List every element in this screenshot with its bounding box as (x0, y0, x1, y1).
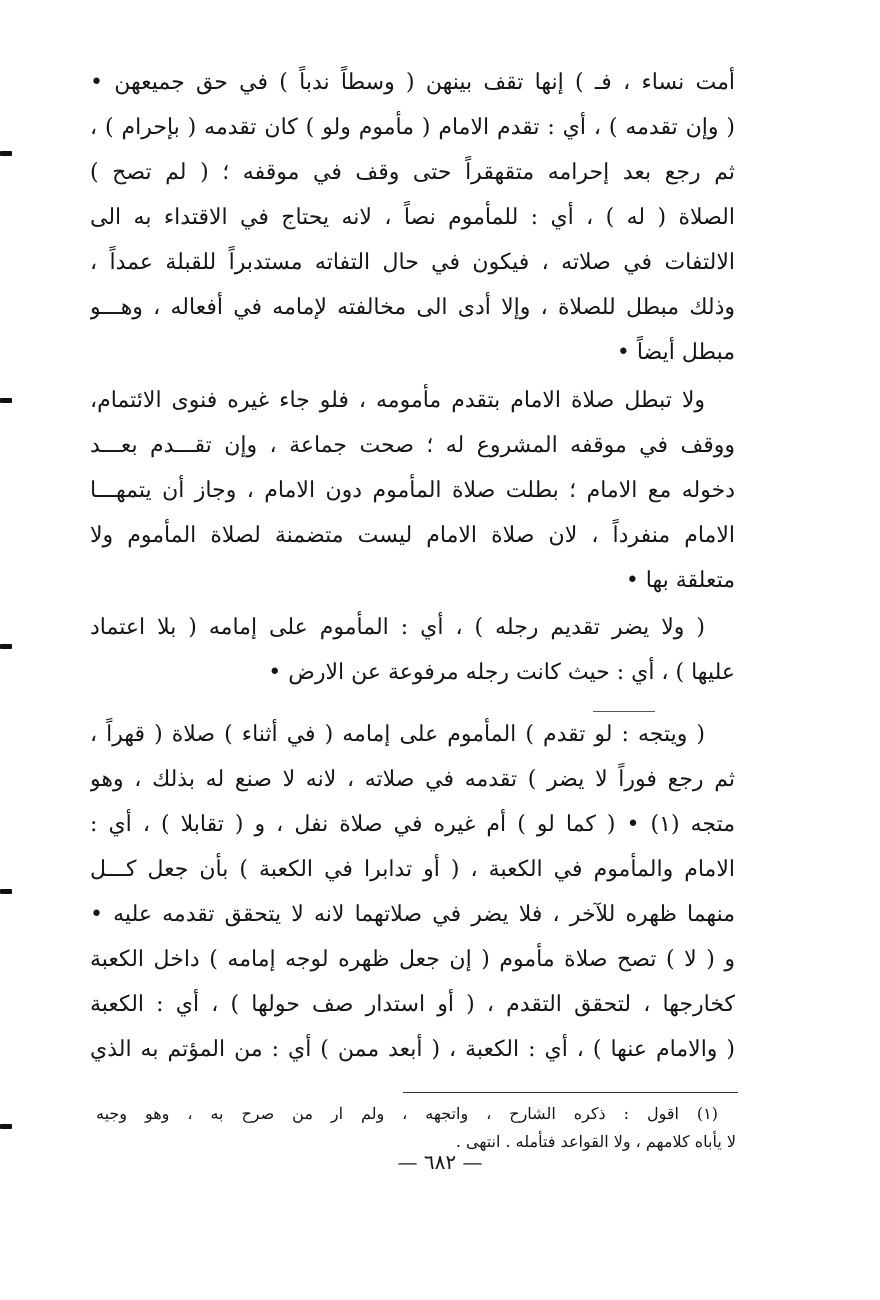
page-number: — ٦٨٢ — (397, 1150, 483, 1174)
text-line: ثم رجع بعد إحرامه متقهقراً حتى وقف في موقفه ؛ ( لم تصح ) (90, 160, 735, 185)
text-line: و ( لا ) تصح صلاة مأموم ( إن جعل ظهره لوجه إمامه ) داخل الكعبة (90, 947, 735, 972)
text-line: ( ولا يضر تقديم رجله ) ، أي : المأموم على إمامه ( بلا اعتماد (90, 615, 705, 640)
paragraph-2 (90, 378, 735, 603)
text-line: متجه (١) • ( كما لو ) أم غيره في صلاة نفل ، و ( تقابلا ) ، أي : (90, 812, 735, 837)
binding-mark (0, 644, 12, 649)
text-line: ( وإن تقدمه ) ، أي : تقدم الامام ( مأموم ولو ) كان تقدمه ( بإحرام ) ، (90, 115, 735, 140)
text-line: ووقف في موقفه المشروع له ؛ صحت جماعة ، وإن تقـــدم بعـــد (90, 433, 735, 458)
text-line: كخارجها ، لتحقق التقدم ، ( أو استدار صف حولها ) ، أي : الكعبة (90, 992, 735, 1017)
binding-mark (0, 889, 12, 894)
text-line: ولا تبطل صلاة الامام بتقدم مأمومه ، فلو جاء غيره فنوى الائتمام، (90, 388, 705, 413)
paragraph-3 (90, 605, 735, 695)
text-line: وذلك مبطل للصلاة ، وإلا أدى الى مخالفته لإمامه في أفعاله ، وهـــو (90, 295, 735, 320)
text-line: ثم رجع فوراً لا يضر ) تقدمه في صلاته ، لانه لا صنع له بذلك ، وهو (90, 767, 735, 792)
text-line: الامام والمأموم في الكعبة ، ( أو تدابرا في الكعبة ) بأن جعل كـــل (90, 857, 735, 882)
footnote-line: لا يأباه كلامهم ، ولا القواعد فتأمله . انتهى . (455, 1132, 736, 1151)
text-line: الامام منفرداً ، لان صلاة الامام ليست متضمنة لصلاة المأموم ولا (90, 523, 735, 548)
text-line: الصلاة ( له ) ، أي : للمأموم نصاً ، لانه يحتاج في الاقتداء به الى (90, 205, 735, 230)
text-line: متعلقة بها • (625, 568, 735, 593)
text-line: مبطل أيضاً • (616, 340, 735, 365)
footnote (96, 1100, 736, 1156)
text-line: أمت نساء ، فـ ) إنها تقف بينهن ( وسطاً ندباً ) في حق جميعهن • (90, 70, 735, 95)
text-line: دخوله مع الامام ؛ بطلت صلاة المأموم دون الامام ، وجاز أن يتمهـــا (90, 478, 735, 503)
footnote-rule (403, 1092, 738, 1093)
paragraph-4 (90, 712, 735, 1072)
text-line: ( ويتجه : لو تقدم ) المأموم على إمامه ( في أثناء ) صلاة ( قهراً ، (90, 722, 705, 747)
text-line: منهما ظهره للآخر ، فلا يضر في صلاتهما لانه لا يتحقق تقدمه عليه • (90, 902, 735, 927)
footnote-line: (١) اقول : ذكره الشارح ، واتجهه ، ولم ار من صرح به ، وهو وجيه (96, 1104, 718, 1123)
text-line: الالتفات في صلاته ، فيكون في حال التفاته مستدبراً للقبلة عمداً ، (90, 250, 735, 275)
binding-mark (0, 1124, 12, 1129)
binding-mark (0, 151, 12, 156)
text-line: عليها ) ، أي : حيث كانت رجله مرفوعة عن الارض • (268, 660, 735, 685)
binding-mark (0, 398, 12, 403)
text-line: ( والامام عنها ) ، أي : الكعبة ، ( أبعد ممن ) أي : من المؤتم به الذي (90, 1037, 735, 1062)
paragraph-1 (90, 60, 735, 375)
